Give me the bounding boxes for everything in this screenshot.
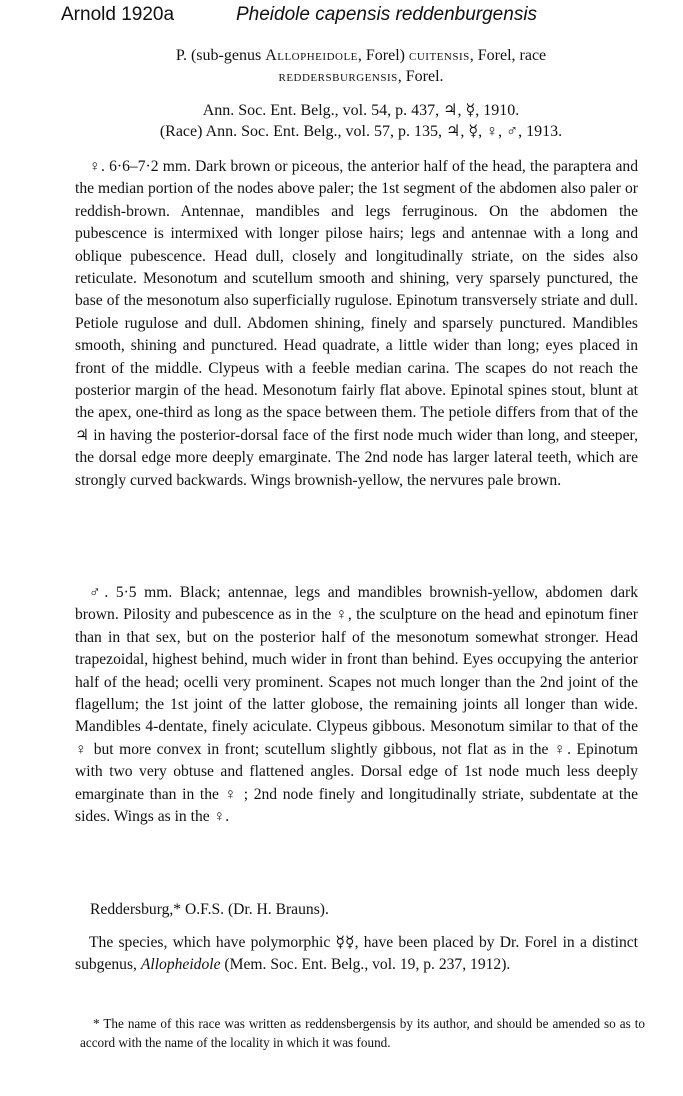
male-description: ♂. 5·5 mm. Black; antennae, legs and mandibles brownish-yellow, abdomen dark brown. Pilosity and pubescence as in the ♀, the sculpture on the head and epinotum finer than in that sex, but on the posterior half of the mesonotum somewhat stronger. Head trapezoidal, highest behind, much wider in front than behind. Eyes occupying the anterior half of the head; ocelli very prominent. Scapes not much longer than the 2nd joint of the flagellum; the 1st joint of the latter globose, the remaining joints all longer than wide. Mandibles 4-dentate, finely aciculate. Clypeus gibbous. Mesonotum similar to that of the ♀ but more convex in front; scutellum slightly gibbous, not flat as in the ♀. Epinotum with two very obtuse and flattened angles. Dorsal edge of 1st node much less deeply emarginate than in the ♀ ; 2nd node finely and longitudinally striate, subdentate at the sides. Wings as in the ♀. (75, 584, 638, 826)
title-text: P. (sub-genus (175, 47, 266, 64)
citation-race: (Race) Ann. Soc. Ent. Belg., vol. 57, p. 135, ♃, ☿, ♀, ♂, 1913. (159, 123, 563, 140)
citation-original: Ann. Soc. Ent. Belg., vol. 54, p. 437, ♃, ☿, 1910. (202, 102, 520, 119)
female-description: ♀. 6·6–7·2 mm. Dark brown or piceous, the anterior half of the head, the paraptera and the median portion of the nodes above paler; the 1st segment of the abdomen also paler or reddish-brown. Antennae, mandibles and legs ferruginous. On the abdomen the pubescence is intermixed with longer pilose hairs; legs and antennae with a long and oblique pubescence. Head dull, closely and longitudinally striate, on the sides also reticulate. Mesonotum and scutellum smooth and shining, very sparsely punctured, the base of the mesonotum also superficially rugulose. Epinotum transversely striate and dull. Petiole rugulose and dull. Abdomen shining, finely and sparsely punctured. Mandibles smooth, shining and punctured. Head quadrate, a little wider than long; eyes placed in front of the middle. Clypeus with a feeble median carina. The scapes do not reach the posterior margin of the head. Mesonotum fairly flat above. Epinotal spines stout, blunt at the apex, one-third as long as the space between them. The petiole differs from that of the ♃ in having the posterior-dorsal face of the first node much wider than long, and steeper, the dorsal edge more deeply emarginate. The 2nd node has larger lateral teeth, which are strongly curved backwards. Wings brownish-yellow, the nervures pale brown. (75, 158, 638, 489)
subgenus-name: Allopheidole (265, 47, 358, 64)
subgenus-italic: Allopheidole (140, 956, 221, 974)
taxon-title-line-1 (76, 45, 646, 67)
note-text: The species, which have polymorphic ☿☿, have been placed by Dr. Forel in a distinct subgenus, (75, 934, 638, 974)
species-note (75, 932, 638, 977)
footnote: * The name of this race was written as reddensbergensis by its author, and should be amended so as to accord with the name of the locality in which it was found. (80, 1016, 645, 1050)
title-text: , Forel) (357, 47, 410, 64)
taxon-title-line-2 (76, 66, 646, 88)
title-text: , Forel, race (469, 47, 547, 64)
race-name: reddersburgensis (278, 68, 398, 85)
header-author-year: Arnold 1920a (61, 4, 175, 25)
title-text: , Forel. (397, 68, 444, 85)
locality-line: Reddersburg,* O.F.S. (Dr. H. Brauns). (90, 901, 329, 918)
species-name: cuitensis (409, 47, 470, 64)
note-text: (Mem. Soc. Ent. Belg., vol. 19, p. 237, 1912). (220, 956, 511, 974)
header-taxon-name: Pheidole capensis reddenburgensis (236, 4, 538, 25)
